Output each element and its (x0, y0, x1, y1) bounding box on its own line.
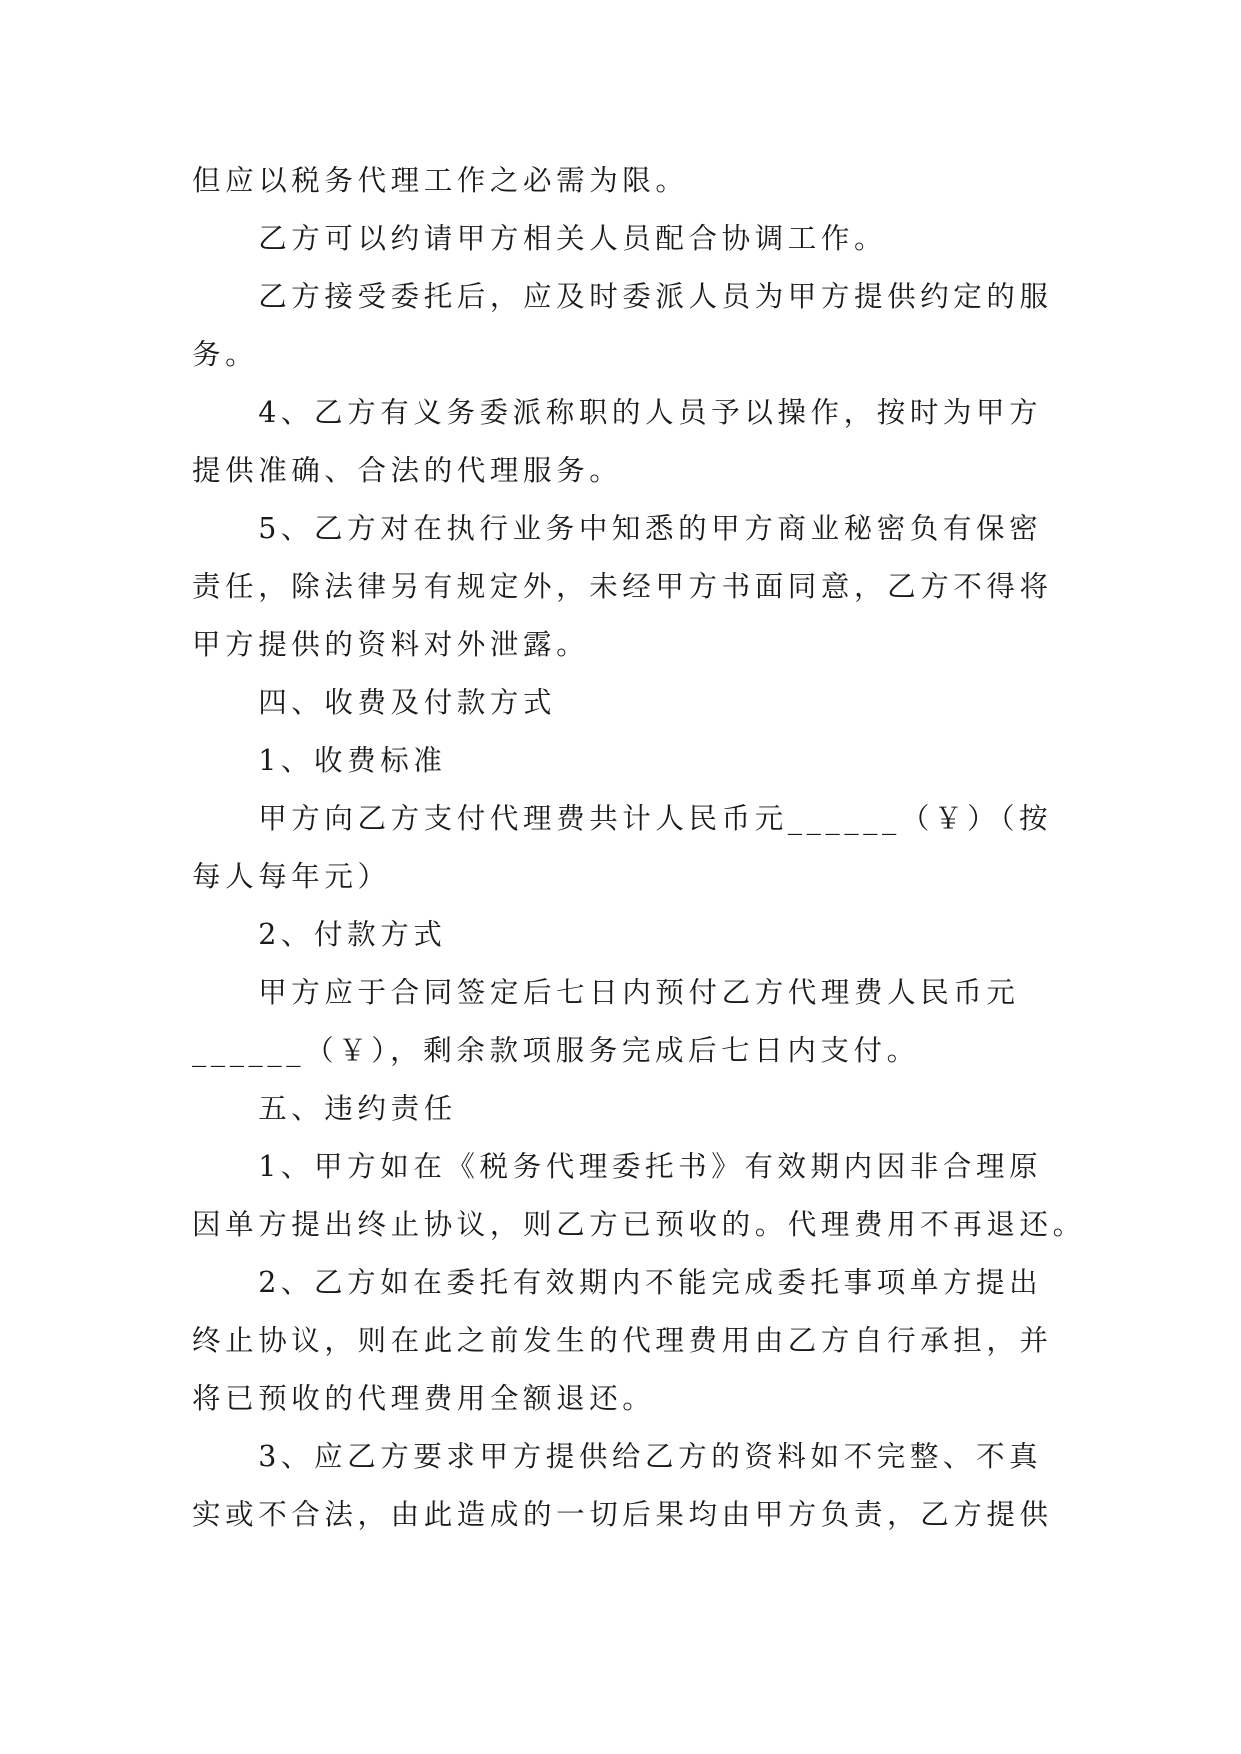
text-line: 1、甲方如在《税务代理委托书》有效期内因非合理原 (192, 1150, 1043, 1183)
text-line: 将已预收的代理费用全额退还。 (192, 1382, 656, 1415)
text-line: 提供准确、合法的代理服务。 (192, 454, 623, 487)
text-line: 甲方提供的资料对外泄露。 (192, 628, 590, 661)
text-line: 务。 (192, 338, 259, 371)
section-heading: 五、违约责任 (192, 1092, 457, 1125)
text-line: 5、乙方对在执行业务中知悉的甲方商业秘密负有保密 (192, 512, 1043, 545)
text-line: 实或不合法，由此造成的一切后果均由甲方负责，乙方提供 (192, 1498, 1053, 1531)
text-line: 甲方向乙方支付代理费共计人民币元______（￥）（按 (192, 802, 1053, 835)
document-body (192, 152, 1086, 1544)
text-line: 甲方应于合同签定后七日内预付乙方代理费人民币元 (192, 976, 1020, 1009)
text-line: 每人每年元） (192, 860, 391, 893)
text-line: 乙方可以约请甲方相关人员配合协调工作。 (192, 222, 888, 255)
text-line: 3、应乙方要求甲方提供给乙方的资料如不完整、不真 (192, 1440, 1043, 1473)
subsection-heading: 1、收费标准 (192, 744, 447, 777)
text-line: 2、乙方如在委托有效期内不能完成委托事项单方提出 (192, 1266, 1043, 1299)
text-line: 责任，除法律另有规定外，未经甲方书面同意，乙方不得将 (192, 570, 1053, 603)
text-line: 4、乙方有义务委派称职的人员予以操作，按时为甲方 (192, 396, 1043, 429)
subsection-heading: 2、付款方式 (192, 918, 447, 951)
text-line: 因单方提出终止协议，则乙方已预收的。代理费用不再退还。 (192, 1208, 1086, 1241)
text-line: 乙方接受委托后，应及时委派人员为甲方提供约定的服 (192, 280, 1053, 313)
text-line: 终止协议，则在此之前发生的代理费用由乙方自行承担，并 (192, 1324, 1053, 1357)
text-line: 但应以税务代理工作之必需为限。 (192, 164, 689, 197)
section-heading: 四、收费及付款方式 (192, 686, 557, 719)
text-line: ______（￥），剩余款项服务完成后七日内支付。 (192, 1034, 920, 1067)
